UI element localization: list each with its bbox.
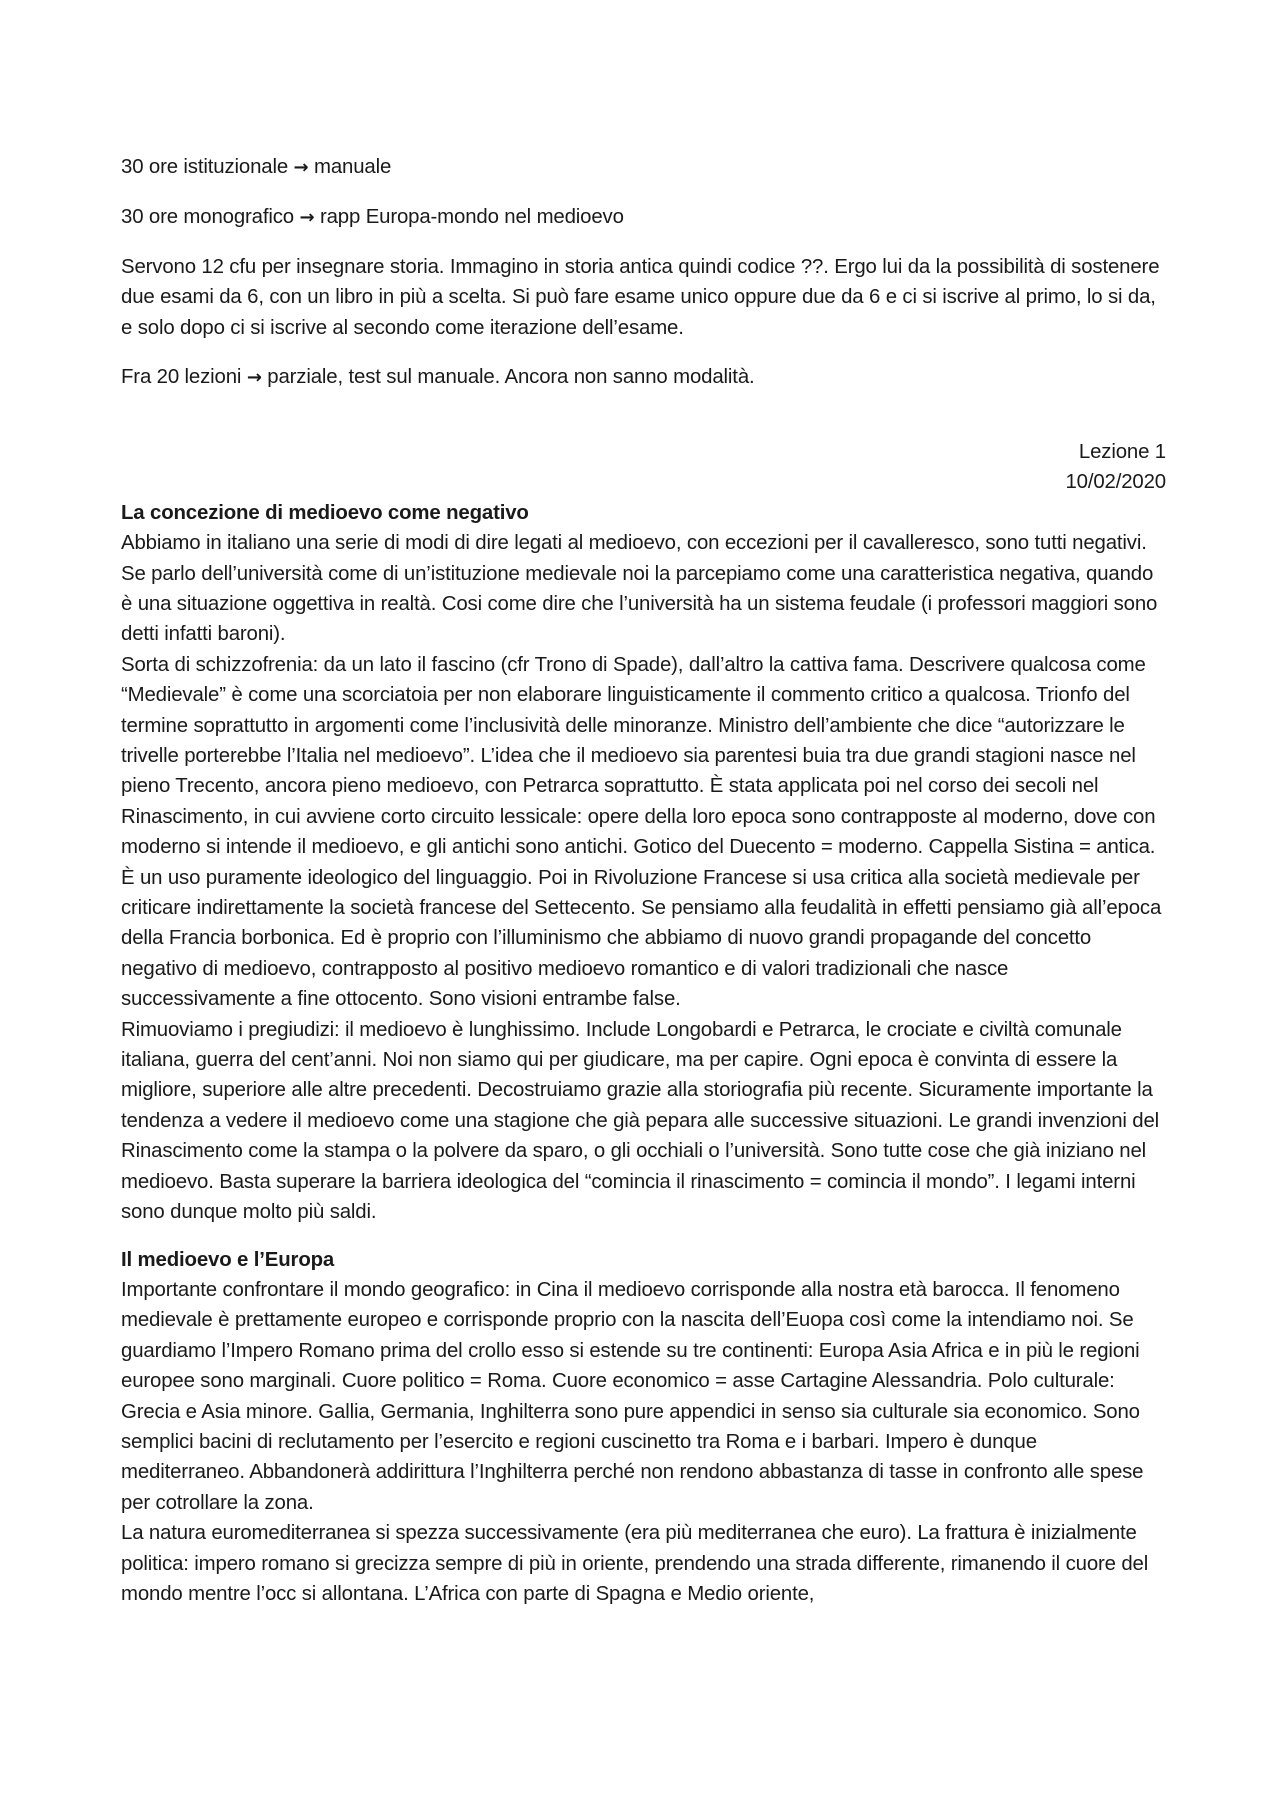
section-medioevo-negativo bbox=[121, 498, 1166, 1228]
paragraph: La natura euromediterranea si spezza successivamente (era più mediterranea che euro). La frattura è inizialmente politica: impero romano si grecizza sempre di più in oriente, prendendo una strada differente, rimanendo il cuore del mondo mentre l’occ si allontana. L’Africa con parte di Spagna e Medio oriente, bbox=[121, 1522, 1149, 1605]
section-spacer bbox=[121, 1228, 1166, 1245]
intro-line-2 bbox=[121, 202, 1166, 233]
arrow-right-icon: → bbox=[299, 206, 315, 228]
lesson-header bbox=[121, 437, 1166, 498]
paragraph: Abbiamo in italiano una serie di modi di dire legati al medioevo, con eccezioni per il cavalleresco, sono tutti negativi. Se parlo dell’università come di un’istituzione medievale noi la parcepiamo come una caratteristica negativa, quando è una situazione oggettiva in realtà. Cosi come dire che l’università ha un sistema feudale (i professori maggiori sono detti infatti baroni). bbox=[121, 532, 1158, 646]
intro-line-1 bbox=[121, 152, 1166, 183]
intro-line-1-text: 30 ore istituzionale bbox=[121, 156, 294, 178]
intro-line-4-tail: parziale, test sul manuale. Ancora non sanno modalità. bbox=[261, 365, 755, 388]
intro-line-4-text: Fra 20 lezioni bbox=[121, 365, 247, 388]
lesson-label: Lezione 1 bbox=[1078, 440, 1166, 463]
lesson-date: 10/02/2020 bbox=[1065, 471, 1166, 494]
paragraph: Importante confrontare il mondo geografico: in Cina il medioevo corrisponde alla nostra età barocca. Il fenomeno medievale è prettamente europeo e corrisponde proprio con la nascita dell’Euopa così come la intendiamo noi. Se guardiamo l’Impero Romano prima del crollo esso si estende su tre continenti: Europa Asia Africa e in più le regioni europee sono marginali. Cuore politico = Roma. Cuore economico = asse Cartagine Alessandria. Polo culturale: Grecia e Asia minore. Gallia, Germania, Inghilterra sono pure appendici in senso sia culturale sia economico. Sono semplici bacini di reclutamento per l’esercito e regioni cuscinetto tra Roma e i barbari. Impero è dunque mediterraneo. Abbandonerà addirittura l’Inghilterra perché non rendono abbastanza di tasse in confronto alle spese per cotrollare la zona. bbox=[121, 1278, 1144, 1514]
intro-line-2-tail: rapp Europa-mondo nel medioevo bbox=[314, 205, 624, 228]
intro-line-2-text: 30 ore monografico bbox=[121, 205, 300, 228]
paragraph: Sorta di schizzofrenia: da un lato il fascino (cfr Trono di Spade), dall’altro la cattiva fama. Descrivere qualcosa come “Medievale” è come una scorciatoia per non elaborare linguisticamente il commento critico a qualcosa. Trionfo del termine soprattutto in argomenti come l’inclusività delle minoranze. Ministro dell’ambiente che dice “autorizzare le trivelle porterebbe l’Italia nel medioevo”. L’idea che il medioevo sia parentesi buia tra due grandi stagioni nasce nel pieno Trecento, ancora pieno medioevo, con Petrarca soprattutto. È stata applicata poi nel corso dei secoli nel Rinascimento, in cui avviene corto circuito lessicale: opere della loro epoca sono contrapposte al moderno, dove con moderno si intende il medioevo, e gli antichi sono antichi. Gotico del Duecento = moderno. Cappella Sistina = antica. È un uso puramente ideologico del linguaggio. Poi in Rivoluzione Francese si usa critica alla società medievale per criticare indirettamente la società francese del Settecento. Se pensiamo alla feudalità in effetti pensiamo già all’epoca della Francia borbonica. Ed è proprio con l’illuminismo che abbiamo di nuovo grandi propagande del concetto negativo di medioevo, contrapposto al positivo medioevo romantico e di valori tradizionali che nasce successivamente a fine ottocento. Sono visioni entrambe false. bbox=[121, 653, 1162, 1011]
intro-notes bbox=[121, 152, 1166, 393]
document-body bbox=[121, 152, 1166, 1609]
intro-paragraph-cfu: Servono 12 cfu per insegnare storia. Immagino in storia antica quindi codice ??. Ergo lui da la possibilità di sostenere due esami da 6, con un libro in più a scelta. Si può fare esame unico oppure due da 6 e ci si iscrive al primo, lo si da, e solo dopo ci si iscrive al secondo come iterazione dell’esame. bbox=[121, 255, 1160, 339]
intro-line-1-tail: manuale bbox=[308, 156, 392, 178]
section-medioevo-europa bbox=[121, 1245, 1166, 1610]
section-heading: La concezione di medioevo come negativo bbox=[121, 501, 529, 524]
intro-line-4 bbox=[121, 362, 1166, 393]
paragraph: Rimuoviamo i pregiudizi: il medioevo è lunghissimo. Include Longobardi e Petrarca, le crociate e civiltà comunale italiana, guerra del cent’anni. Noi non siamo qui per giudicare, ma per capire. Ogni epoca è convinta di essere la migliore, superiore alle altre precedenti. Decostruiamo grazie alla storiografia più recente. Sicuramente importante la tendenza a vedere il medioevo come una stagione che già pepara alle successive situazioni. Le grandi invenzioni del Rinascimento come la stampa o la polvere da sparo, o gli occhiali o l’università. Sono tutte cose che già iniziano nel medioevo. Basta superare la barriera ideologica del “comincia il rinascimento = comincia il mondo”. I legami interni sono dunque molto più saldi. bbox=[121, 1018, 1160, 1224]
arrow-right-icon: → bbox=[246, 366, 262, 388]
arrow-right-icon: → bbox=[293, 157, 309, 178]
section-heading: Il medioevo e l’Europa bbox=[121, 1248, 335, 1271]
